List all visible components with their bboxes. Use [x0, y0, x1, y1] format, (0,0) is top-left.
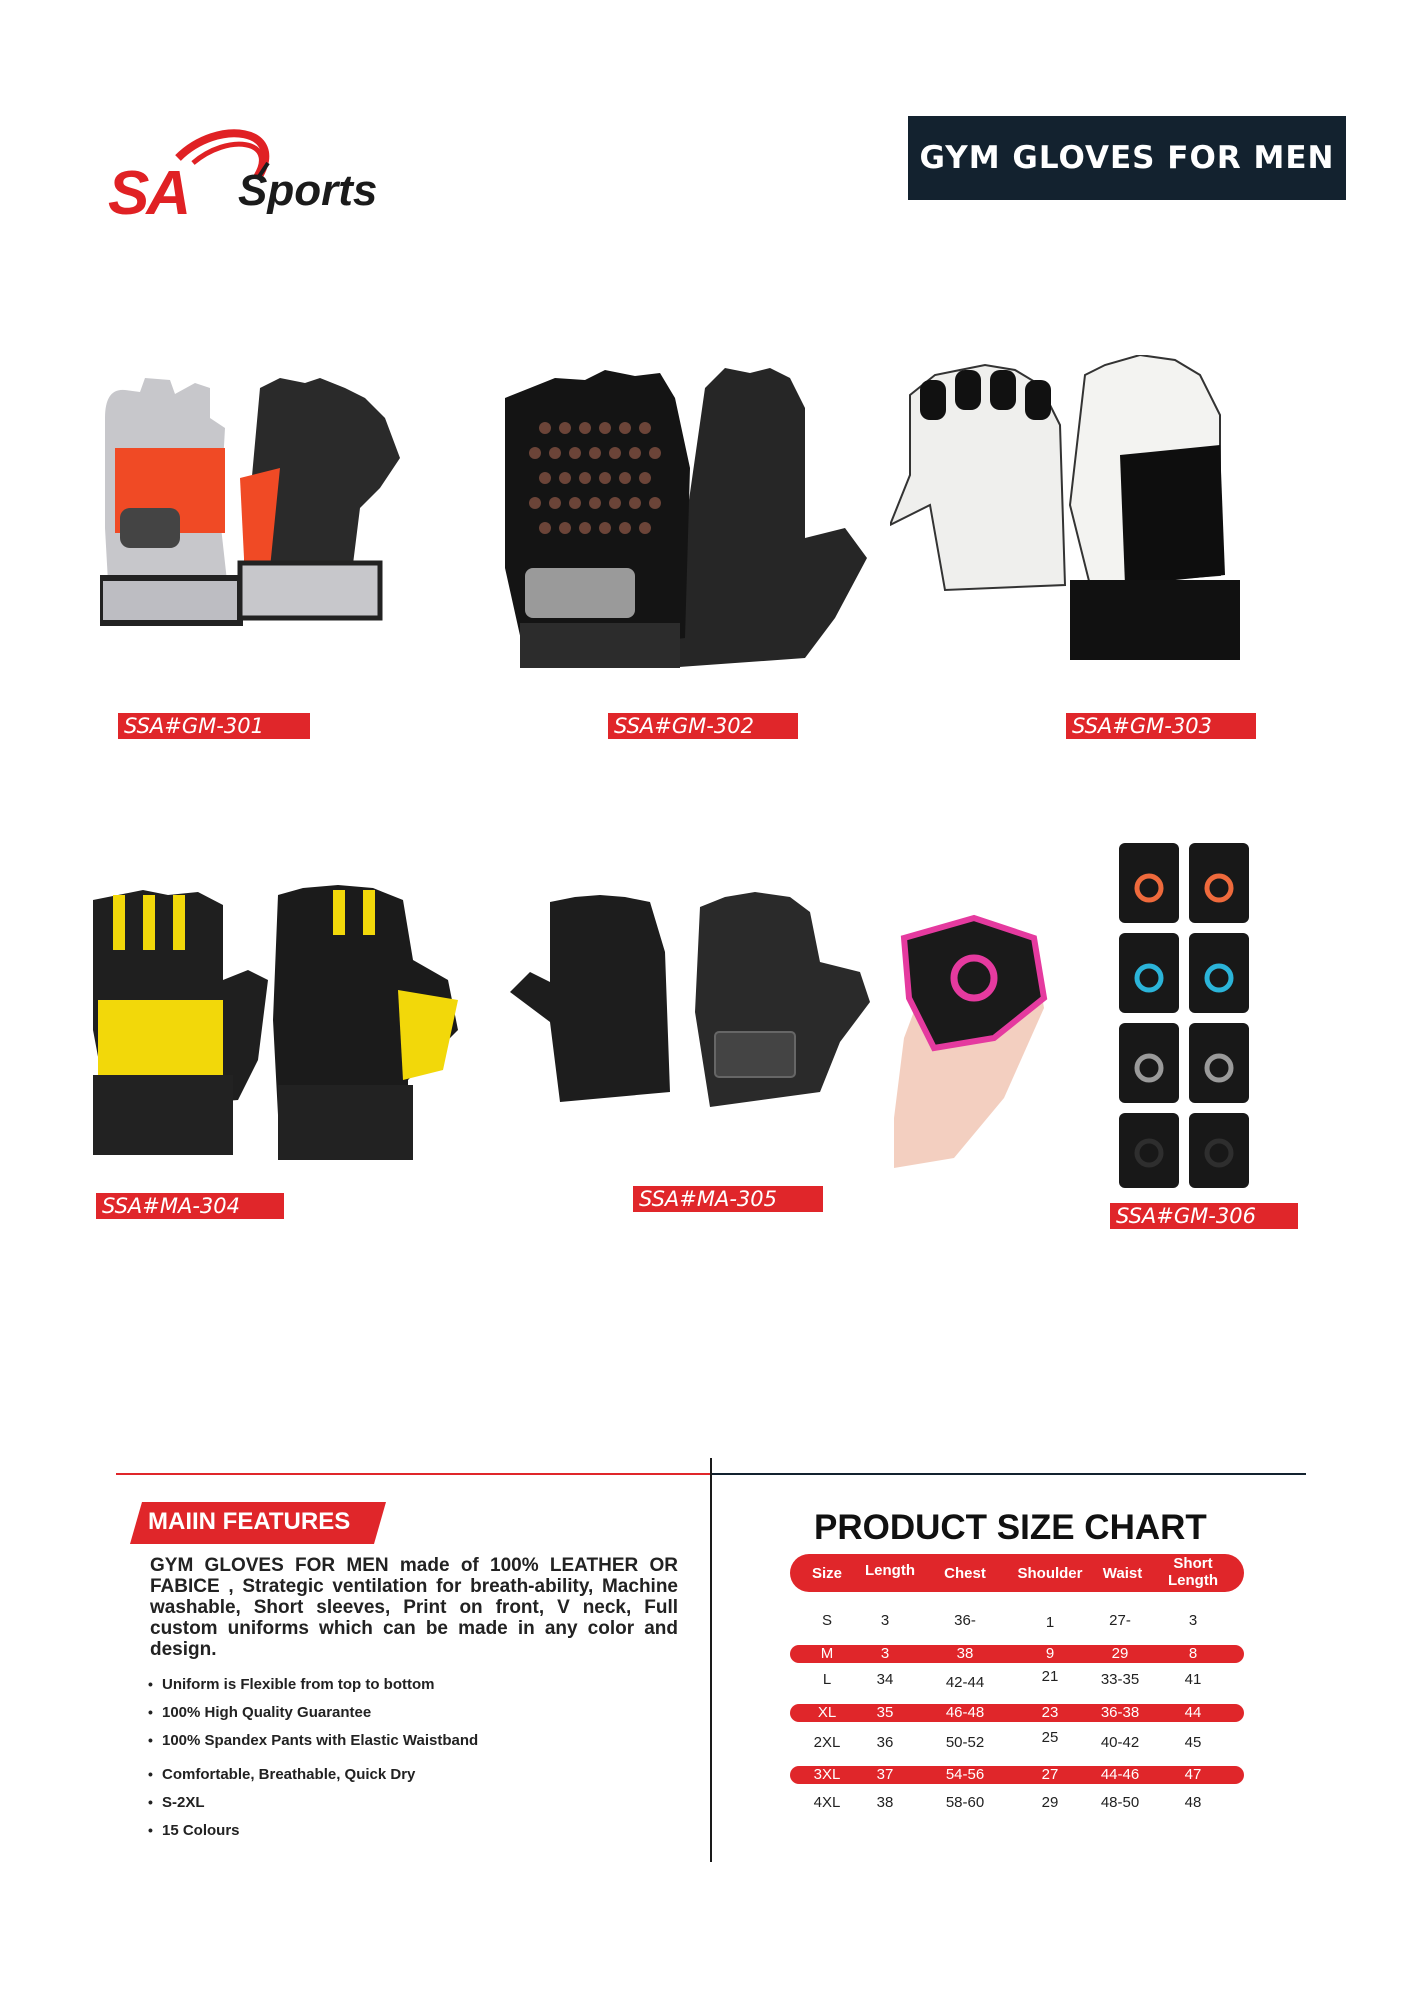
- glove-icon: [890, 355, 1270, 695]
- table-cell: 21: [1041, 1668, 1059, 1685]
- table-cell: 36: [876, 1734, 894, 1751]
- table-cell: 48-50: [1100, 1794, 1140, 1811]
- product-image-6: [894, 838, 1264, 1188]
- table-cell: 35: [876, 1704, 894, 1721]
- features-label-text: MAIIN FEATURES: [148, 1508, 351, 1535]
- page-title: GYM GLOVES FOR MEN: [908, 116, 1346, 200]
- table-cell: 33-35: [1100, 1671, 1140, 1688]
- table-row: [790, 1612, 1244, 1636]
- table-cell: 29: [1041, 1794, 1059, 1811]
- table-cell: M: [820, 1645, 834, 1662]
- logo-sa: SA: [108, 159, 189, 228]
- table-cell: 45: [1184, 1734, 1202, 1751]
- table-cell: 36-: [954, 1612, 976, 1629]
- table-cell: 27: [1041, 1766, 1059, 1783]
- glove-icon: [500, 892, 880, 1132]
- table-cell: L: [822, 1671, 832, 1688]
- size-chart-title: PRODUCT SIZE CHART: [814, 1508, 1207, 1547]
- product-code-1: SSA#GM-301: [118, 713, 310, 739]
- table-cell: 42-44: [945, 1674, 985, 1691]
- divider-left: [116, 1473, 712, 1475]
- table-cell: 37: [876, 1766, 894, 1783]
- table-cell: S: [821, 1612, 832, 1629]
- features-bullets: [148, 1676, 478, 1839]
- table-cell: 46-48: [945, 1704, 985, 1721]
- table-cell: 50-52: [945, 1734, 985, 1751]
- feature-item: • 100% High Quality Guarantee: [148, 1704, 478, 1721]
- table-row: [790, 1645, 1244, 1663]
- product-image-4: [88, 880, 468, 1170]
- glove-icon: [894, 838, 1264, 1188]
- table-row: [790, 1766, 1244, 1784]
- product-image-2: [505, 368, 867, 688]
- table-cell: 58-60: [945, 1794, 985, 1811]
- table-cell: 4XL: [813, 1794, 841, 1811]
- table-cell: 29: [1111, 1645, 1129, 1662]
- glove-icon: [505, 368, 867, 688]
- feature-item: • S-2XL: [148, 1794, 478, 1811]
- table-row: [790, 1668, 1244, 1695]
- table-cell: 1: [1045, 1614, 1055, 1631]
- table-row: [790, 1731, 1244, 1755]
- table-cell: 38: [876, 1794, 894, 1811]
- table-cell: 36-38: [1100, 1704, 1140, 1721]
- table-cell: 9: [1045, 1645, 1055, 1662]
- table-cell: 8: [1188, 1645, 1198, 1662]
- table-cell: 27-: [1109, 1612, 1131, 1629]
- features-label: [130, 1502, 386, 1544]
- feature-item: • Uniform is Flexible from top to bottom: [148, 1676, 478, 1693]
- table-cell: 34: [876, 1671, 894, 1688]
- divider-vertical: [710, 1458, 712, 1862]
- product-image-1: [100, 378, 470, 668]
- product-code-5: SSA#MA-305: [633, 1186, 823, 1212]
- table-cell: 47: [1184, 1766, 1202, 1783]
- col-header: Length: [865, 1562, 915, 1579]
- col-header: Short Length: [1168, 1555, 1218, 1589]
- table-cell: 48: [1184, 1794, 1202, 1811]
- table-cell: 44: [1184, 1704, 1202, 1721]
- table-cell: 3: [880, 1645, 890, 1662]
- product-code-4: SSA#MA-304: [96, 1193, 284, 1219]
- features-description: GYM GLOVES FOR MEN made of 100% LEATHER OR FABICE , Strategic ventilation for breath-ability, Machine washable, Short sleeves, Print on front, V neck, Full custom uniforms which can be made in any color and design.: [150, 1555, 678, 1660]
- product-image-3: [890, 355, 1270, 695]
- col-header: Chest: [944, 1565, 986, 1582]
- table-cell: 41: [1184, 1671, 1202, 1688]
- table-cell: 3: [1188, 1612, 1198, 1629]
- table-cell: 44-46: [1100, 1766, 1140, 1783]
- table-cell: 23: [1041, 1704, 1059, 1721]
- product-image-5: [500, 892, 880, 1132]
- divider-right: [712, 1473, 1306, 1475]
- brand-logo: [108, 118, 418, 228]
- glove-icon: [88, 880, 468, 1170]
- product-code-3: SSA#GM-303: [1066, 713, 1256, 739]
- glove-icon: [100, 378, 470, 668]
- product-code-6: SSA#GM-306: [1110, 1203, 1298, 1229]
- table-cell: XL: [817, 1704, 837, 1721]
- feature-item: • 15 Colours: [148, 1822, 478, 1839]
- table-cell: 3: [880, 1612, 890, 1629]
- table-cell: 25: [1041, 1729, 1059, 1746]
- feature-item: • Comfortable, Breathable, Quick Dry: [148, 1766, 478, 1783]
- table-cell: 54-56: [945, 1766, 985, 1783]
- table-cell: 38: [956, 1645, 974, 1662]
- feature-item: • 100% Spandex Pants with Elastic Waistband: [148, 1732, 478, 1749]
- size-chart-header: [790, 1554, 1244, 1592]
- table-row: [790, 1704, 1244, 1722]
- col-header: Shoulder: [1017, 1565, 1083, 1582]
- table-cell: 2XL: [813, 1734, 841, 1751]
- logo-word: Sports: [238, 166, 378, 215]
- col-header: Waist: [1102, 1565, 1143, 1582]
- table-cell: 3XL: [813, 1766, 841, 1783]
- col-header: Size: [811, 1565, 842, 1582]
- table-row: [790, 1794, 1244, 1818]
- product-code-2: SSA#GM-302: [608, 713, 798, 739]
- table-cell: 40-42: [1100, 1734, 1140, 1751]
